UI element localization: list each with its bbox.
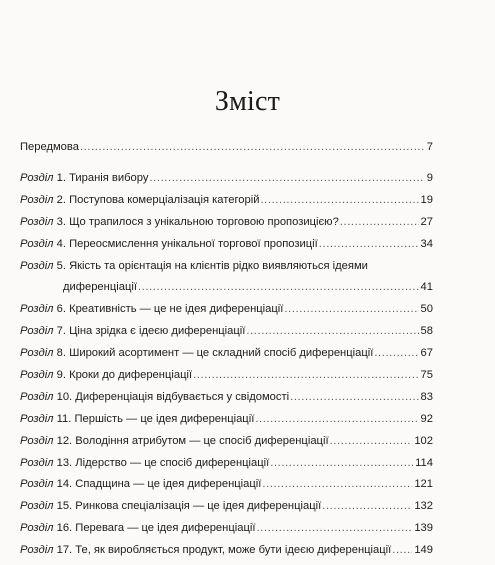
chapter-title: Широкий асортимент — це складний спосіб диференціації bbox=[69, 347, 374, 360]
toc-page-number: 9 bbox=[426, 172, 433, 184]
toc-entry-chapter-15[interactable] bbox=[20, 499, 433, 513]
toc-leader-dots bbox=[255, 412, 418, 426]
toc-entry-chapter-11[interactable] bbox=[20, 412, 433, 426]
section-word: Розділ bbox=[20, 303, 54, 316]
toc-page-number: 19 bbox=[420, 193, 433, 206]
section-word: Розділ bbox=[20, 369, 54, 382]
toc-entry-label bbox=[20, 456, 269, 470]
toc-entry-chapter-2[interactable] bbox=[20, 193, 433, 207]
toc-entry-chapter-8[interactable] bbox=[20, 346, 433, 360]
toc-leader-dots bbox=[80, 140, 425, 154]
toc-entry-label bbox=[20, 499, 321, 513]
section-word: Розділ bbox=[20, 456, 54, 469]
toc-leader-dots bbox=[260, 193, 418, 207]
section-word: Розділ bbox=[20, 237, 54, 250]
toc-page-number: 149 bbox=[414, 544, 433, 557]
toc-entry-label bbox=[20, 543, 391, 557]
toc-entry-chapter-9[interactable] bbox=[20, 368, 433, 382]
toc-page-number: 132 bbox=[414, 500, 433, 513]
toc-entry-label bbox=[20, 390, 289, 404]
section-word: Розділ bbox=[20, 522, 54, 535]
chapter-title: Кроки до диференціації bbox=[69, 369, 193, 382]
section-word: Розділ bbox=[20, 390, 54, 403]
toc-page-number: 34 bbox=[420, 237, 433, 250]
toc-page-number: 139 bbox=[414, 522, 433, 535]
section-word: Розділ bbox=[20, 215, 54, 228]
chapter-title: Креативність — це не ідея диференціації bbox=[69, 303, 284, 316]
toc-entry-label bbox=[20, 346, 373, 360]
toc-entry-line bbox=[20, 259, 433, 273]
chapter-title: Першість — це ідея диференціації bbox=[74, 412, 255, 425]
chapter-number: 9. bbox=[56, 369, 66, 382]
chapter-number: 16. bbox=[56, 522, 73, 535]
toc-leader-dots bbox=[330, 434, 413, 448]
toc-entry-label bbox=[20, 237, 318, 251]
chapter-title: Те, як виробляється продукт, може бути ідеєю диференціації bbox=[75, 544, 392, 557]
chapter-title: Ринкова спеціалізація — це ідея диференціації bbox=[75, 500, 322, 513]
chapter-title: Володіння атрибутом — це спосіб диференціації bbox=[75, 434, 329, 447]
section-word: Розділ bbox=[20, 434, 54, 447]
toc-entry-label bbox=[20, 324, 245, 338]
toc-entry-chapter-13[interactable] bbox=[20, 456, 433, 470]
toc-page-number: 83 bbox=[420, 390, 433, 403]
toc-page-number: 7 bbox=[426, 141, 433, 153]
toc-entry-label: Передмова bbox=[20, 141, 79, 153]
chapter-list bbox=[20, 171, 433, 557]
chapter-number: 11. bbox=[56, 412, 72, 425]
toc-leader-dots bbox=[193, 368, 418, 382]
toc-leader-dots bbox=[284, 302, 418, 316]
toc-leader-dots bbox=[374, 346, 418, 360]
chapter-number: 5. bbox=[56, 259, 66, 272]
toc-leader-dots bbox=[290, 390, 418, 404]
chapter-title: диференціації bbox=[63, 281, 137, 294]
toc-page-number: 114 bbox=[415, 456, 433, 469]
toc-entry-preface[interactable] bbox=[20, 140, 433, 154]
toc-entry-label bbox=[20, 521, 255, 535]
chapter-number: 10. bbox=[56, 390, 73, 403]
toc-leader-dots bbox=[256, 521, 412, 535]
toc-entry-label bbox=[20, 171, 148, 185]
page-title: Зміст bbox=[214, 86, 281, 117]
toc-leader-dots bbox=[340, 215, 419, 229]
toc-entry-chapter-7[interactable] bbox=[20, 324, 433, 338]
chapter-number: 12. bbox=[56, 434, 73, 447]
toc-entry-chapter-5[interactable] bbox=[20, 259, 433, 295]
section-word: Розділ bbox=[20, 259, 54, 272]
chapter-number: 15. bbox=[56, 500, 73, 513]
toc-page-number: 50 bbox=[420, 303, 433, 316]
chapter-title: Якість та орієнтація на клієнтів рідко виявляються ідеями bbox=[69, 259, 368, 272]
chapter-number: 17. bbox=[56, 544, 73, 557]
toc-entry-label bbox=[20, 302, 283, 316]
table-of-contents bbox=[20, 140, 433, 565]
toc-entry-chapter-1[interactable] bbox=[20, 171, 433, 185]
chapter-title: Лідерство — це спосіб диференціації bbox=[75, 456, 270, 469]
section-word: Розділ bbox=[20, 478, 54, 491]
section-word: Розділ bbox=[20, 325, 54, 338]
toc-entry-label bbox=[20, 215, 339, 229]
toc-page-number: 58 bbox=[420, 325, 433, 338]
toc-entry-chapter-12[interactable] bbox=[20, 434, 433, 448]
toc-page-number: 102 bbox=[414, 434, 433, 447]
toc-leader-dots bbox=[138, 280, 419, 294]
chapter-title: Спадщина — це ідея диференціації bbox=[75, 478, 262, 491]
toc-leader-dots bbox=[246, 324, 418, 338]
toc-page-number: 67 bbox=[420, 347, 433, 360]
chapter-number: 3. bbox=[56, 215, 66, 228]
toc-entry-line bbox=[20, 280, 433, 294]
toc-page-number: 75 bbox=[420, 369, 433, 382]
section-word: Розділ bbox=[20, 347, 54, 360]
toc-leader-dots bbox=[270, 456, 413, 470]
toc-page-number: 92 bbox=[420, 412, 433, 425]
chapter-number: 14. bbox=[56, 478, 73, 491]
toc-entry-label bbox=[20, 368, 192, 382]
toc-page-number: 27 bbox=[420, 215, 433, 228]
chapter-number: 4. bbox=[56, 237, 66, 250]
toc-leader-dots bbox=[322, 499, 412, 513]
toc-entry-chapter-16[interactable] bbox=[20, 521, 433, 535]
toc-leader-dots bbox=[319, 237, 419, 251]
toc-entry-chapter-6[interactable] bbox=[20, 302, 433, 316]
chapter-number: 7. bbox=[56, 325, 66, 338]
chapter-title: Перевага — це ідея диференціації bbox=[75, 522, 256, 535]
chapter-number: 13. bbox=[56, 456, 73, 469]
chapter-title: Тиранія вибору bbox=[69, 172, 149, 184]
chapter-number: 1. bbox=[56, 172, 66, 184]
chapter-title: Що трапилося з унікальною торговою пропозицією? bbox=[69, 215, 339, 228]
toc-page-number: 121 bbox=[414, 478, 433, 491]
section-word: Розділ bbox=[20, 412, 54, 425]
chapter-number: 8. bbox=[56, 347, 66, 360]
chapter-number: 2. bbox=[56, 193, 66, 206]
section-word: Розділ bbox=[20, 193, 54, 206]
toc-leader-dots bbox=[149, 171, 424, 185]
chapter-number: 6. bbox=[56, 303, 66, 316]
toc-entry-label bbox=[20, 434, 329, 448]
toc-page-number: 41 bbox=[420, 281, 433, 294]
chapter-title: Ціна зрідка є ідеєю диференціації bbox=[69, 325, 246, 338]
toc-entry-chapter-14[interactable] bbox=[20, 477, 433, 491]
chapter-title: Поступова комерціалізація категорій bbox=[69, 193, 260, 206]
chapter-title: Диференціація відбувається у свідомості bbox=[75, 390, 290, 403]
toc-entry-chapter-17[interactable] bbox=[20, 543, 433, 557]
toc-leader-dots bbox=[392, 543, 412, 557]
toc-entry-chapter-10[interactable] bbox=[20, 390, 433, 404]
section-word: Розділ bbox=[20, 172, 54, 184]
toc-entry-chapter-4[interactable] bbox=[20, 237, 433, 251]
chapter-title: Переосмислення унікальної торгової пропозиції bbox=[69, 237, 318, 250]
section-word: Розділ bbox=[20, 500, 54, 513]
toc-entry-chapter-3[interactable] bbox=[20, 215, 433, 229]
section-word: Розділ bbox=[20, 544, 54, 557]
toc-entry-label bbox=[20, 193, 259, 207]
toc-entry-label bbox=[20, 477, 261, 491]
toc-entry-label bbox=[20, 412, 254, 426]
toc-leader-dots bbox=[262, 477, 412, 491]
